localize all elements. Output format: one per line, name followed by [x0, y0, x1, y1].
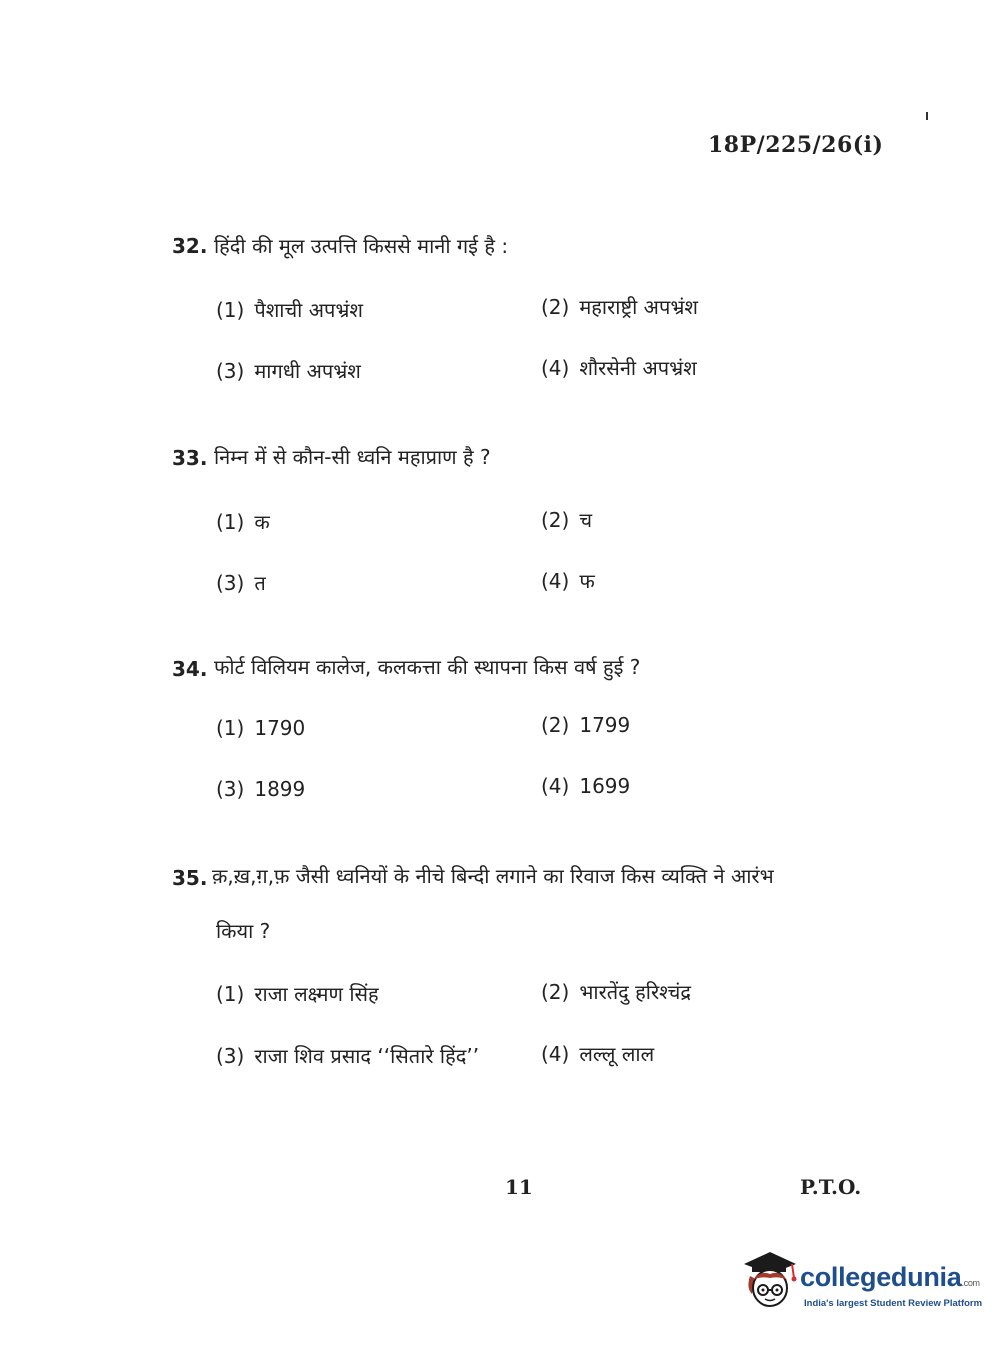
question-32-text: हिंदी की मूल उत्पत्ति किससे मानी गई है :: [214, 234, 509, 258]
question-34-option-2: (2) 1799: [541, 713, 631, 737]
question-35-text-line1: क़,ख़,ग़,फ़ जैसी ध्वनियों के नीचे बिन्दी लगाने का रिवाज किस व्यक्ति ने आरंभ: [212, 864, 774, 888]
brand-tagline: India's largest Student Review Platform: [804, 1298, 983, 1309]
question-33-text: निम्न में से कौन-सी ध्वनि महाप्राण है ?: [214, 445, 491, 469]
paper-code: 18P/225/26(i): [708, 132, 884, 158]
question-35-option-1: (1) राजा लक्ष्मण सिंह: [216, 982, 379, 1006]
question-34-option-4: (4) 1699: [541, 774, 631, 798]
question-32-number: 32.: [172, 234, 208, 258]
student-mascot-icon: [740, 1248, 798, 1312]
question-33-option-2: (2) च: [541, 508, 593, 532]
question-35-number: 35.: [172, 866, 208, 890]
page-number: 11: [505, 1175, 533, 1199]
question-34-text: फोर्ट विलियम कालेज, कलकत्ता की स्थापना किस वर्ष हुई ?: [214, 655, 641, 679]
question-35-option-2: (2) भारतेंदु हरिश्चंद्र: [541, 980, 691, 1004]
question-32-option-2: (2) महाराष्ट्री अपभ्रंश: [541, 295, 698, 319]
question-33-option-1: (1) क: [216, 510, 270, 534]
brand-name: collegedunia.com: [800, 1262, 980, 1292]
question-34-number: 34.: [172, 657, 208, 681]
margin-mark: [926, 112, 928, 120]
question-34-option-1: (1) 1790: [216, 716, 306, 740]
question-35-option-4: (4) लल्लू लाल: [541, 1042, 655, 1066]
question-33-number: 33.: [172, 446, 208, 470]
question-32-option-4: (4) शौरसेनी अपभ्रंश: [541, 356, 697, 380]
question-35-option-3: (3) राजा शिव प्रसाद ‘‘सितारे हिंद’’: [216, 1044, 480, 1068]
question-33-option-4: (4) फ: [541, 569, 595, 593]
question-32-option-1: (1) पैशाची अपभ्रंश: [216, 298, 364, 322]
pto-label: P.T.O.: [800, 1175, 862, 1199]
question-35-text-line2: किया ?: [216, 919, 271, 943]
question-34-option-3: (3) 1899: [216, 777, 306, 801]
question-33-option-3: (3) त: [216, 571, 266, 595]
question-32-option-3: (3) मागधी अपभ्रंश: [216, 359, 361, 383]
